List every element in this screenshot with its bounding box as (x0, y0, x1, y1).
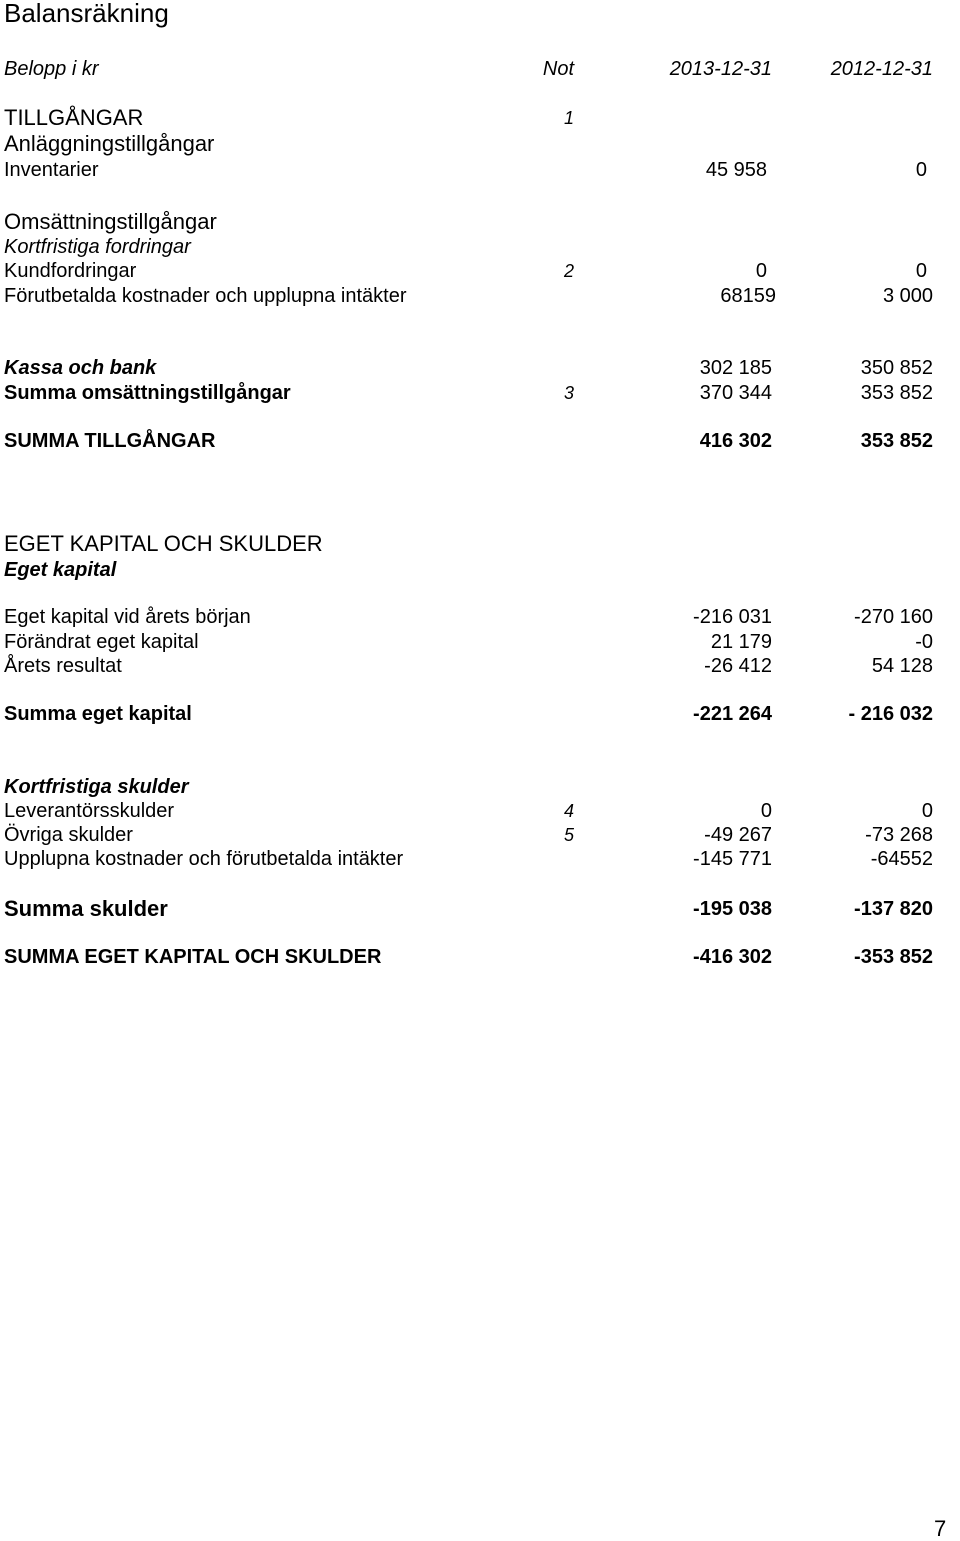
row-label: Förändrat eget kapital (4, 631, 199, 653)
value-2013: -26 412 (704, 655, 772, 677)
value-2013: -195 038 (693, 898, 772, 920)
value-2013: 0 (755, 260, 767, 282)
balance-row (0, 847, 960, 871)
value-2013: 416 302 (699, 430, 772, 452)
balance-row (0, 158, 960, 182)
row-label: SUMMA EGET KAPITAL OCH SKULDER (4, 946, 382, 968)
value-2012: 0 (915, 260, 927, 282)
balance-row (0, 630, 960, 654)
balance-row (0, 605, 960, 629)
amount-unit-label: Belopp i kr (4, 58, 99, 80)
value-2012: -270 160 (854, 606, 933, 628)
balance-row (0, 381, 960, 405)
current-assets-heading: Omsättningstillgångar (4, 209, 217, 234)
year-2013-header: 2013-12-31 (669, 58, 772, 80)
value-2012: 353 852 (860, 382, 933, 404)
value-2013: 302 185 (699, 357, 772, 379)
column-header-row (0, 57, 960, 81)
row-label: Inventarier (4, 159, 99, 181)
row-label: SUMMA TILLGÅNGAR (4, 430, 216, 452)
note-ref: 3 (563, 383, 574, 403)
value-2013: -49 267 (704, 824, 772, 846)
value-2012: -64552 (870, 848, 933, 870)
value-2012: -73 268 (865, 824, 933, 846)
note-ref: 1 (563, 108, 574, 128)
balance-row (0, 284, 960, 308)
note-ref: 4 (563, 801, 574, 821)
balance-row (0, 356, 960, 380)
total-row (0, 429, 960, 453)
row-label: Förutbetalda kostnader och upplupna intäkter (4, 285, 407, 307)
total-row (0, 702, 960, 726)
short-liabilities-heading-row (0, 775, 960, 799)
current-assets-heading-row (0, 210, 960, 234)
value-2013: 45 958 (705, 159, 767, 181)
value-2012: -0 (915, 631, 933, 653)
row-label: Årets resultat (4, 655, 122, 677)
balance-row (0, 823, 960, 847)
value-2013: -216 031 (693, 606, 772, 628)
balance-row (0, 259, 960, 283)
value-2012: -137 820 (854, 898, 933, 920)
note-column-header: Not (542, 58, 574, 80)
year-2012-header: 2012-12-31 (830, 58, 933, 80)
row-label: Leverantörsskulder (4, 800, 175, 822)
balance-row (0, 799, 960, 823)
assets-heading-row (0, 106, 960, 130)
value-2012: 0 (915, 159, 927, 181)
row-label: Upplupna kostnader och förutbetalda intäkter (4, 848, 404, 870)
row-label: Summa omsättningstillgångar (4, 382, 291, 404)
value-2012: 353 852 (860, 430, 933, 452)
value-2013: 0 (760, 800, 772, 822)
value-2012: - 216 032 (848, 703, 933, 725)
value-2013: 68159 (720, 285, 776, 307)
equity-liabilities-heading: EGET KAPITAL OCH SKULDER (4, 531, 323, 556)
short-liabilities-heading: Kortfristiga skulder (4, 776, 189, 798)
value-2012: -353 852 (854, 946, 933, 968)
equity-liabilities-heading-row (0, 532, 960, 556)
fixed-assets-heading-row (0, 132, 960, 156)
balance-row (0, 654, 960, 678)
grand-total-row (0, 945, 960, 969)
equity-subheading-row (0, 558, 960, 582)
note-ref: 5 (563, 825, 574, 845)
row-label: Summa eget kapital (4, 703, 192, 725)
equity-subheading: Eget kapital (4, 559, 117, 581)
row-label: Summa skulder (4, 896, 168, 921)
value-2012: 350 852 (860, 357, 933, 379)
value-2013: -145 771 (693, 848, 772, 870)
row-label: Eget kapital vid årets början (4, 606, 251, 628)
fixed-assets-heading: Anläggningstillgångar (4, 131, 215, 156)
value-2013: 370 344 (699, 382, 772, 404)
short-receivables-heading-row (0, 235, 960, 259)
row-label: Kundfordringar (4, 260, 137, 282)
value-2012: 54 128 (871, 655, 933, 677)
value-2013: 21 179 (710, 631, 772, 653)
note-ref: 2 (563, 261, 574, 281)
row-label: Övriga skulder (4, 824, 133, 846)
value-2012: 3 000 (882, 285, 933, 307)
short-receivables-heading: Kortfristiga fordringar (4, 236, 191, 258)
page-number: 7 (934, 1516, 947, 1541)
value-2013: -416 302 (693, 946, 772, 968)
value-2013: -221 264 (693, 703, 772, 725)
assets-heading: TILLGÅNGAR (4, 105, 144, 130)
total-row (0, 897, 960, 921)
page-title: Balansräkning (4, 0, 169, 28)
row-label: Kassa och bank (4, 357, 157, 379)
value-2012: 0 (921, 800, 933, 822)
